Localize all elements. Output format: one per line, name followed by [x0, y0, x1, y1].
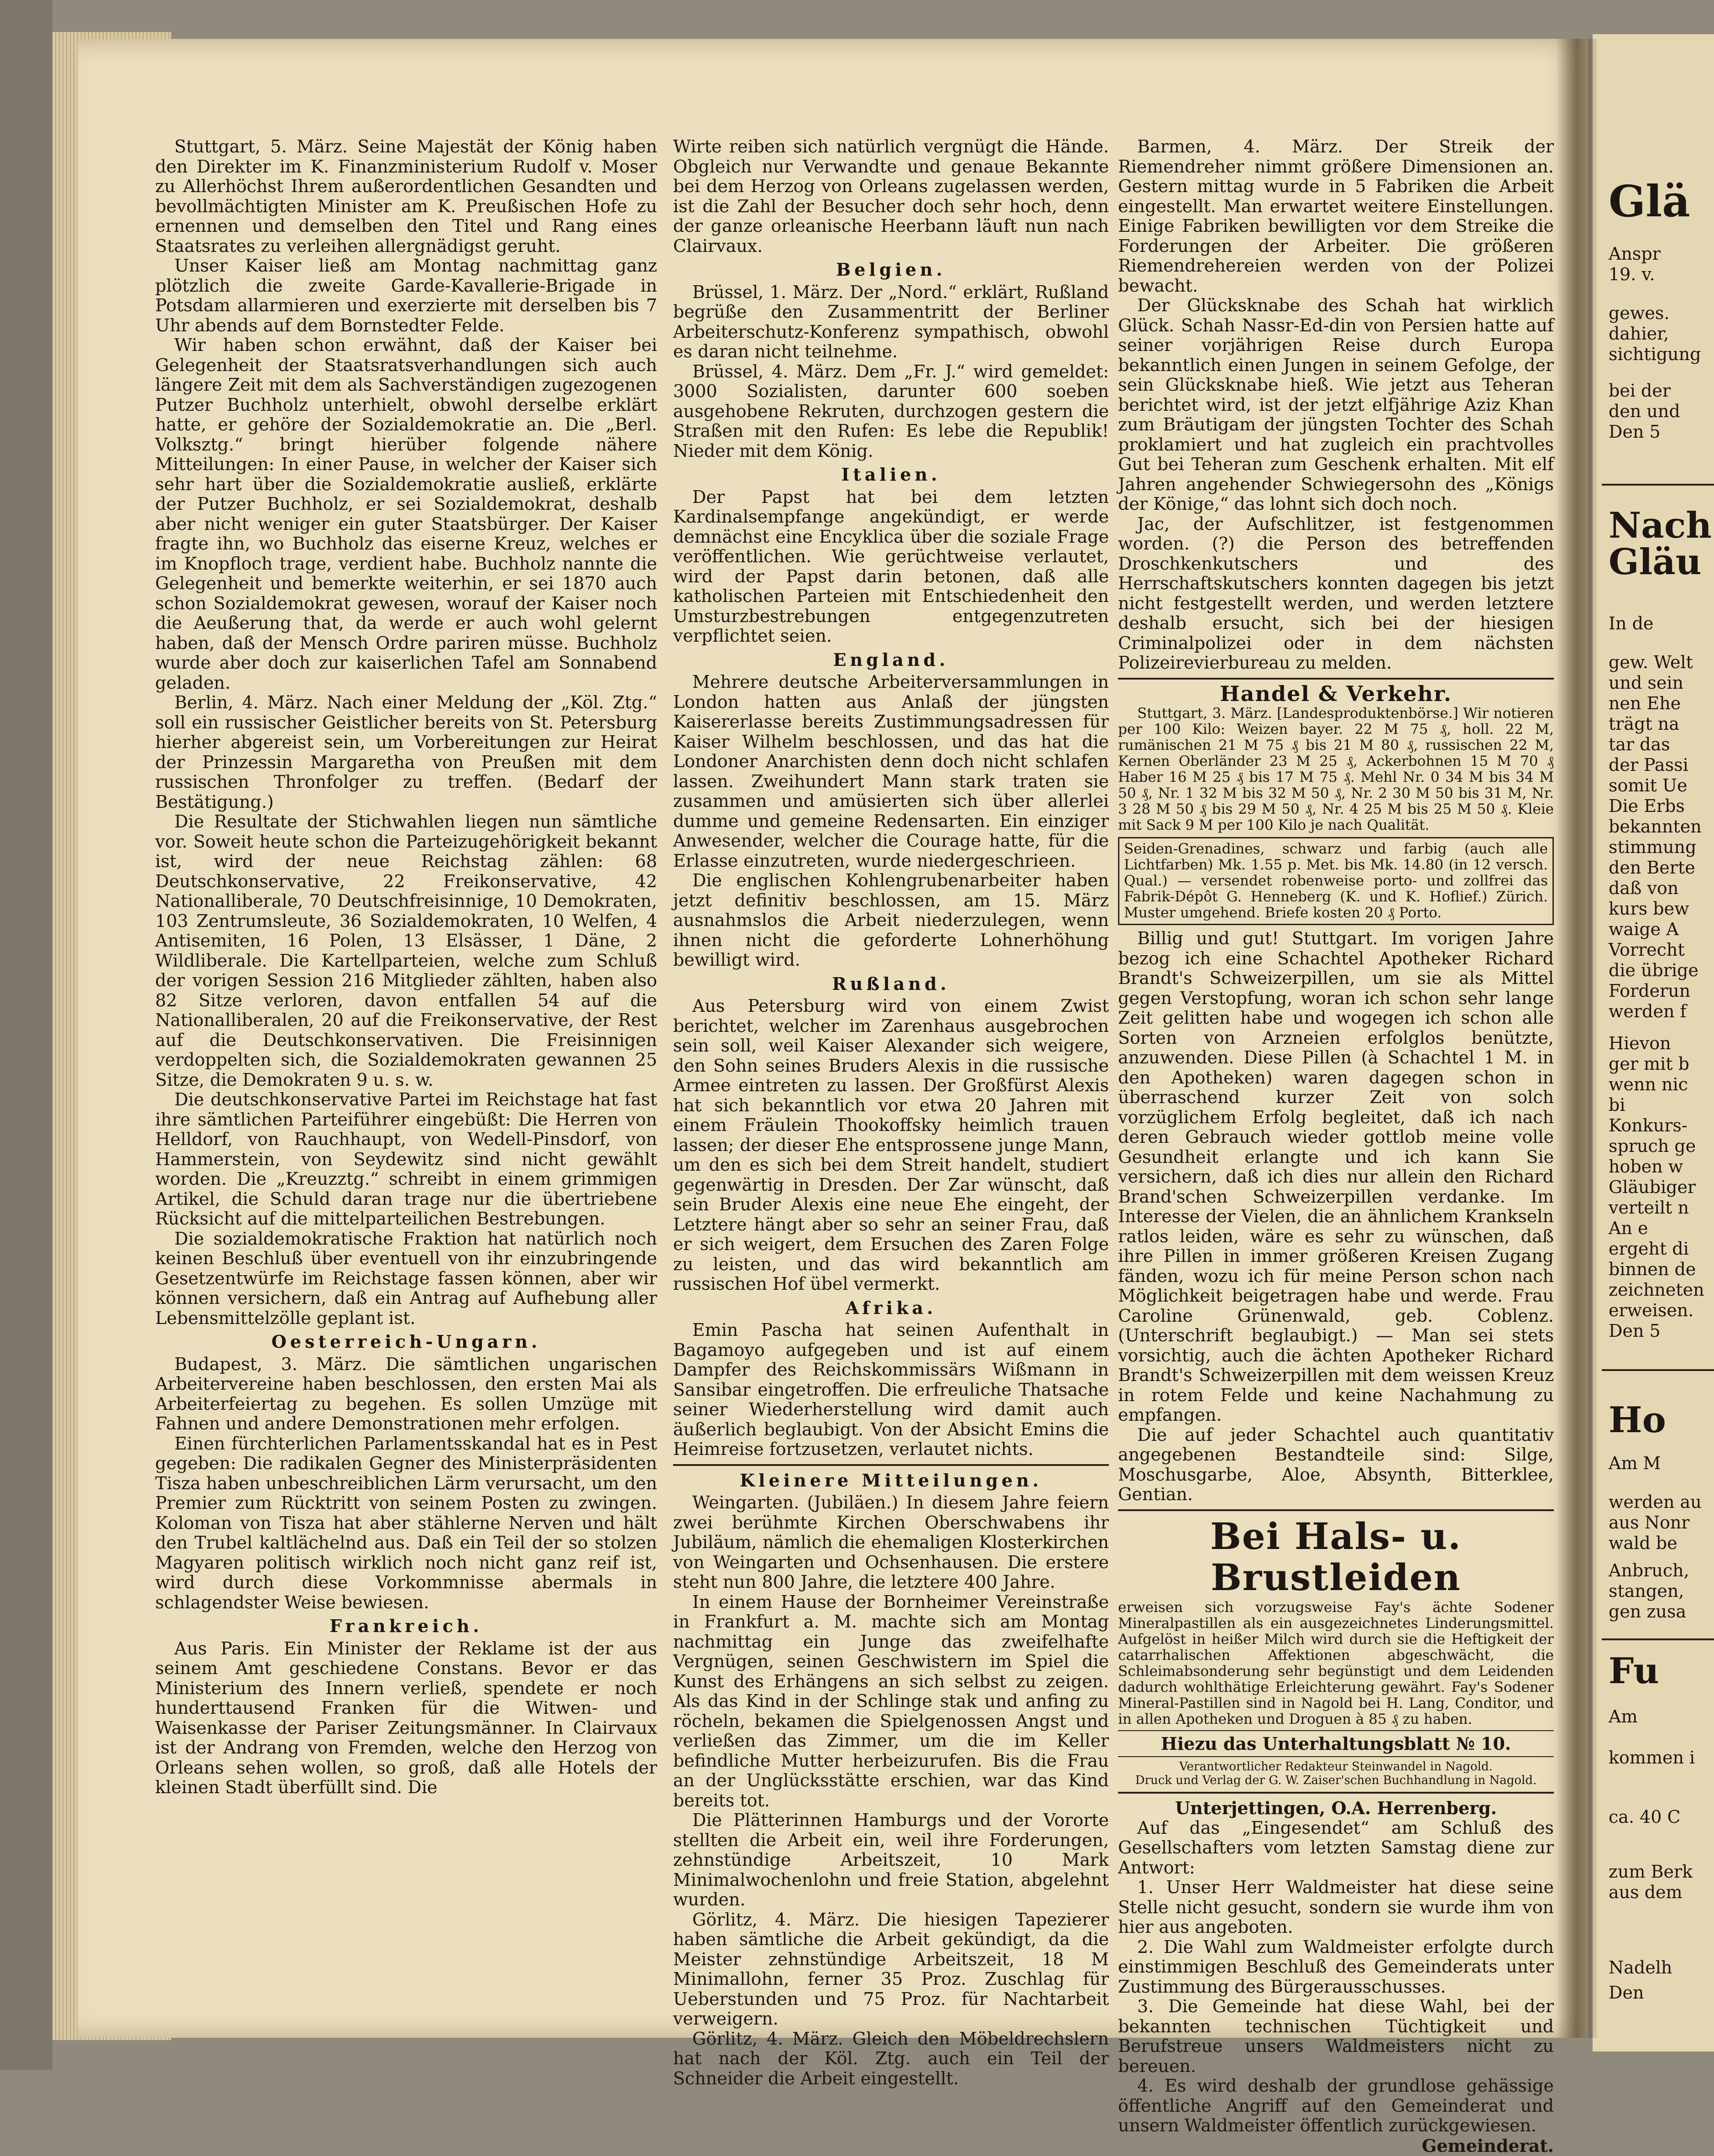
column-3 [1118, 137, 1554, 2156]
notice-point-3: 3. Die Gemeinde hat diese Wahl, bei der bekannten technischen Tüchtigkeit und Berufstreue unsers Waldmeisters nicht zu bereuen. [1118, 1996, 1554, 2076]
divider [1602, 484, 1714, 486]
facing-page-line: kurs bew [1609, 899, 1689, 919]
facing-page-line: Hievon [1609, 1033, 1671, 1053]
article-sozialdemokraten: Die sozialdemokratische Fraktion hat natürlich noch keinen Beschluß über eventuell von ihr einzubringende Gesetzentwürfe im Reichstage fassen können, aber wir können versichern, daß ein Antrag auf Aufhebung aller Lebensmittelzölle geplant ist. [155, 1228, 657, 1328]
facing-page-line: Anbruch, [1609, 1560, 1689, 1580]
facing-page-line: Den 5 [1609, 422, 1661, 442]
imprint-editor: Verantwortlicher Redakteur Steinwandel in Nagold. [1179, 1760, 1493, 1774]
facing-page-line: Den 5 [1609, 1321, 1661, 1341]
facing-page-line: spruch ge [1609, 1136, 1696, 1156]
facing-page-line: den Berte [1609, 858, 1695, 878]
notice-point-4: 4. Es wird deshalb der grundlose gehässige öffentliche Angriff auf den Gemeinderat und unsern Waldmeister öffentlich zurückgewiesen. [1118, 2076, 1554, 2135]
ad-schweizerpillen: Billig und gut! Stuttgart. Im vorigen Jahre bezog ich eine Schachtel Apotheker Richard Brandt's Schweizerpillen, um sie als Mittel gegen Verstopfung, woran ich schon sehr lange Zeit gelitten habe und wogegen ich schon alle Sorten von Arzneien erfolglos benützte, anzuwenden. Diese Pillen (à Schachtel 1 M. in den Apotheken) waren dagegen schon in überraschend kurzer Zeit von solch vorzüglichem Erfolg begleitet, daß ich nach deren Gebrauch wieder gottlob meine volle Gesundheit erlangte und ich kann Sie versichern, daß ich dies nur allein den Richard Brand'schen Schweizerpillen verdanke. Im Interesse der Vielen, die an ähnlichem Krankseln ratlos leiden, wäre es sehr zu wünschen, daß ihre Pillen in immer größeren Kreisen Zugang fänden, wozu ich für meine Person schon nach Möglichkeit beigetragen habe und werde. Frau Caroline Grünenwald, geb. Coblenz. (Unterschrift beglaubigt.) — Man sei stets vorsichtig, auch die ächten Apotheker Richard Brandt's Schweizerpillen mit dem weissen Kreuz in rotem Felde und keine Nachahmung zu empfangen. [1118, 928, 1554, 1425]
section-heading-kleinere: Kleinere Mitteilungen. [740, 1470, 1042, 1491]
facing-page-line: kommen i [1609, 1748, 1695, 1768]
article-petersburg: Aus Petersburg wird von einem Zwist berichtet, welcher im Zarenhaus ausgebrochen sein soll, weil Kaiser Alexander sich weigere, den Sohn seines Bruders Alexis in die russische Armee eintreten zu lassen. Der Großfürst Alexis hat sich bekanntlich vor etwa 20 Jahren mit einem Fräulein Thookoffsky heimlich trauen lassen; der dieser Ehe entsprossene junge Mann, um den es sich bei dem Streit handelt, studiert gegenwärtig in Dresden. Der Zar wünscht, daß sein Bruder Alexis eine neue Ehe eingeht, der Letztere hängt aber so sehr an seiner Frau, daß er sich weigert, dem Ersuchen des Zaren Folge zu leisten, und das wird bekanntlich am russischen Hof übel vermerkt. [673, 996, 1109, 1294]
article-berlin: Berlin, 4. März. Nach einer Meldung der „Köl. Ztg.“ soll ein russischer Geistlicher bereits von St. Petersburg hierher abgereist sein, um Vorbereitungen zur Heirat der Prinzessin Margaretha von Preußen mit dem russischen Thronfolger zu treffen. (Bedarf der Bestätigung.) [155, 692, 657, 812]
article-buchholz: Wir haben schon erwähnt, daß der Kaiser bei Gelegenheit der Staatsratsverhandlungen sich auch längere Zeit mit dem als Sachverständigen zugezogenen Putzer Buchholz unterhielt, obwohl derselbe erklärt hatte, er gehöre der Sozialdemokratie an. Die „Berl. Volksztg.“ bringt hierüber folgende nähere Mitteilungen: In einer Pause, in welcher der Kaiser sich sehr hart über die Sozialdemokratie ausließ, erklärte der Putzer Buchholz, er sei Sozialdemokrat, deshalb aber nicht weniger ein guter Staatsbürger. Der Kaiser fragte ihn, wo Buchholz das eiserne Kreuz, welches er im Knopfloch trage, verdient habe. Buchholz nannte die Gelegenheit und bemerkte weiterhin, er sei 1870 auch schon Sozialdemokrat gewesen, worauf der Kaiser noch die Aeußerung that, da werde er auch wohl gelernt haben, daß der Mensch Ordre pariren müsse. Buchholz wurde aber doch zur kaiserlichen Tafel am Sonnabend geladen. [155, 335, 657, 693]
notice-intro: Auf das „Eingesendet“ am Schluß des Gesellschafters vom letzten Samstag diene zur Antwort: [1118, 1817, 1554, 1878]
facing-page-line: daß von [1609, 878, 1679, 898]
divider [1118, 1756, 1554, 1757]
article-paris: Aus Paris. Ein Minister der Reklame ist der aus seinem Amt geschiedene Constans. Bevor er das Ministerium des Innern verließ, spendete er noch hunderttausend Franken für die Witwen- und Waisenkasse der Pariser Zeitungsmänner. In Clairvaux ist der Andrang von Fremden, welche den Herzog von Orleans sehen wollen, so groß, daß alle Hotels der kleinen Stadt überfüllt sind. Die [155, 1638, 657, 1797]
facing-page-line: stangen, [1609, 1581, 1684, 1601]
section-heading-handel: Handel & Verkehr. [1220, 681, 1452, 706]
market-report: Stuttgart, 3. März. [Landesproduktenbörse.] Wir notieren per 100 Kilo: Weizen bayer. 22 M 75 ₰, holl. 22 M, rumänischen 21 M 75 ₰ bis 21 M 80 ₰, russischen 22 M, Kernen Oberländer 23 M 25 ₰, Ackerbohnen 15 M 70 ₰ Haber 16 M 25 ₰ bis 17 M 75 ₰. Mehl Nr. 0 34 M bis 34 M 50 ₰, Nr. 1 32 M bis 32 M 50 ₰, Nr. 2 30 M 50 bis 31 M, Nr. 3 28 M 50 ₰ bis 29 M 50 ₰, Nr. 4 25 M bis 25 M 50 ₰. Kleie mit Sack 9 M per 100 Kilo je nach Qualität. [1118, 705, 1554, 833]
notice-point-1: 1. Unser Herr Waldmeister hat diese seine Stelle nicht gesucht, sondern sie wurde ihm von hier aus angeboten. [1118, 1877, 1554, 1937]
ad-text-halsleiden: erweisen sich vorzugsweise Fay's ächte Sodener Mineralpastillen als ein ausgezeichnetes Linderungsmittel. Aufgelöst in heißer Milch wird durch sie die Heftigkeit der catarrhalischen Affektionen abgeschwächt, die Schleimabsonderung sehr begünstigt und dem Leidenden dadurch wohlthätige Erleichterung gewährt. Fay's Sodener Mineral-Pastillen sind in Nagold bei H. Lang, Conditor, und in allen Apotheken und Droguen à 85 ₰ zu haben. [1118, 1599, 1554, 1727]
facing-page-line: nen Ehe [1609, 693, 1681, 713]
facing-page-line: die übrige [1609, 960, 1698, 980]
article-bruessel-1: Brüssel, 1. März. Der „Nord.“ erklärt, Rußland begrüße den Zusammentritt der Berliner Arbeiterschutz-Konferenz sympathisch, obwohl es daran nicht teilnehme. [673, 282, 1109, 361]
article-plaetterinnen: Die Plätterinnen Hamburgs und der Vororte stellten die Arbeit ein, weil ihre Forderungen, zehnstündige Arbeitszeit, 10 Mark Minimalwochenlohn und freie Station, abgelehnt wurden. [673, 1810, 1109, 1910]
column-1 [155, 137, 657, 1798]
divider [673, 1464, 1109, 1466]
notice-signature: Gemeinderat. [1421, 2135, 1554, 2156]
facing-page-line: hoben w [1609, 1156, 1683, 1177]
facing-page-line: gew. Welt [1609, 652, 1693, 672]
facing-page-line: Am M [1609, 1453, 1661, 1473]
facing-page-line: Nadelh [1609, 1957, 1672, 1978]
facing-page-line: werden au [1609, 1492, 1702, 1512]
facing-page-line: waige A [1609, 919, 1679, 939]
facing-page-line: verteilt n [1609, 1198, 1689, 1218]
facing-page-line: wenn nic [1609, 1074, 1688, 1094]
facing-page-line: Anspr [1609, 244, 1661, 264]
facing-page-line: den und [1609, 401, 1680, 421]
article-kohlengruben: Die englischen Kohlengrubenarbeiter haben jetzt definitiv beschlossen, am 15. März ausnahmslos die Arbeit niederzulegen, wenn ihnen nicht die geforderte Lohnerhöhung bewilligt wird. [673, 870, 1109, 970]
facing-page-line: Vorrecht [1609, 940, 1685, 960]
facing-page-line: In de [1609, 613, 1654, 633]
facing-page-line: Am [1609, 1706, 1638, 1727]
supplement-note: Hiezu das Unterhaltungsblatt № 10. [1160, 1733, 1511, 1754]
facing-page-line: Den [1609, 1983, 1644, 2003]
article-aufschlitzer: Jac, der Aufschlitzer, ist festgenommen worden. (?) die Person des betreffenden Droschkenkutschers und des Herrschaftskutschers konnten dagegen bis jetzt nicht festgestellt werden, und werden letztere deshalb ersucht, sich bei der hiesigen Criminalpolizei oder in dem nächsten Polizeirevierbureau zu melden. [1118, 513, 1554, 673]
divider [1118, 1730, 1554, 1731]
section-heading-belgien: Belgien. [836, 259, 946, 280]
facing-page-line: bei der [1609, 381, 1671, 401]
facing-page-line: An e [1609, 1218, 1648, 1238]
section-heading-frankreich: Frankreich. [329, 1616, 483, 1636]
article-kaiser-alarm: Unser Kaiser ließ am Montag nachmittag ganz plötzlich die zweite Garde-Kavallerie-Brigade in Potsdam allarmieren und exerzierte mit derselben bis 7 Uhr abends auf dem Bornstedter Felde. [155, 256, 657, 335]
imprint-publisher: Druck und Verlag der G. W. Zaiser'schen Buchhandlung in Nagold. [1135, 1774, 1537, 1787]
facing-page-line: tar das [1609, 734, 1670, 754]
facing-page-line: binnen de [1609, 1259, 1696, 1279]
facing-page-line: stimmung [1609, 837, 1697, 857]
facing-page-line: Die Erbs [1609, 796, 1685, 816]
facing-page-line: wald be [1609, 1533, 1677, 1553]
facing-page-line: Gläubiger [1609, 1177, 1696, 1197]
facing-page-line: werden f [1609, 1001, 1687, 1021]
section-heading-oesterreich: Oesterreich-Ungarn. [271, 1331, 541, 1352]
facing-page-line: ger mit b [1609, 1054, 1689, 1074]
article-schah: Der Glücksknabe des Schah hat wirklich Glück. Schah Nassr-Ed-din von Persien hatte auf seiner vorjährigen Reise durch Europa bekanntlich einen Jungen in seinem Gefolge, der sein Glücksknabe hieß. Wie jetzt aus Teheran berichtet wird, ist der jetzt elfjährige Aziz Khan zum Bräutigam der jüngsten Tochter des Schah proklamiert und hat zugleich ein prachtvolles Gut bei Teheran zum Geschenk erhalten. Mit elf Jahren angehender Schwiegersohn des „Königs der Könige,“ das lohnt sich doch noch. [1118, 295, 1554, 514]
facing-page-line: Forderun [1609, 981, 1691, 1001]
facing-page-line: aus Nonr [1609, 1512, 1690, 1533]
facing-page-line: Nach [1609, 505, 1712, 546]
facing-page-line: der Passi [1609, 755, 1688, 775]
facing-page-line: 19. v. [1609, 264, 1655, 284]
article-goerlitz-2: Görlitz, 4. März. Gleich den Möbeldrechslern hat nach der Köl. Ztg. auch ein Teil der Schneider die Arbeit eingestellt. [673, 2028, 1109, 2088]
article-emin-pascha: Emin Pascha hat seinen Aufenthalt in Bagamoyo aufgegeben und ist auf einem Dampfer des Reichskommissärs Wißmann in Sansibar eingetroffen. Die erfreuliche Thatsache seiner Wiederherstellung wird damit auch äußerlich beglaubigt. Von der Absicht Emins die Heimreise fortzusetzen, verlautet nichts. [673, 1320, 1109, 1459]
notice-heading-unterjettingen: Unterjettingen, O.A. Herrenberg. [1175, 1798, 1497, 1818]
facing-page-line: Gläu [1609, 541, 1702, 583]
facing-page-line: bi [1609, 1095, 1625, 1115]
article-frankfurt: In einem Hause der Bornheimer Vereinstraße in Frankfurt a. M. machte sich am Montag nachmittag ein Junge das zweifelhafte Vergnügen, seinen Geschwistern im Spiel die Kunst des Erhängens an sich selbst zu zeigen. Als das Kind in der Schlinge stak und anfing zu röcheln, bekamen die Spielgenossen Angst und verließen das Zimmer, um die im Keller befindliche Mutter herbeizurufen. Bis die Frau an der Unglücksstätte erschien, war das Kind bereits tot. [673, 1591, 1109, 1811]
facing-page-line: gen zusa [1609, 1601, 1687, 1622]
divider [1602, 1638, 1714, 1640]
facing-page-line: und sein [1609, 673, 1683, 693]
section-heading-afrika: Afrika. [845, 1297, 937, 1318]
facing-page-line: zeichneten [1609, 1280, 1704, 1300]
ad-bestandteile: Die auf jeder Schachtel auch quantitativ angegebenen Bestandteile sind: Silge, Moschusgarbe, Aloe, Absynth, Bitterklee, Gentian. [1118, 1424, 1554, 1504]
facing-page-line: aus dem [1609, 1882, 1683, 1902]
article-papst: Der Papst hat bei dem letzten Kardinalsempfange angekündigt, er werde demnächst eine Encyklica über die soziale Frage veröffentlichen. Wie gerüchtweise verlautet, wird der Papst darin betonen, daß alle katholischen Parteien mit Entschiedenheit den Umsturzbestrebungen entgegenzutreten verpflichtet seien. [673, 487, 1109, 646]
article-goerlitz-1: Görlitz, 4. März. Die hiesigen Tapezierer haben sämtliche die Arbeit gekündigt, da die Meister zehnstündige Arbeitszeit, 18 M Minimallohn, ferner 35 Proz. Zuschlag für Ueberstunden und 75 Proz. für Nachtarbeit verweigern. [673, 1909, 1109, 2029]
ad-title-halsleiden: Bei Hals- u. Brustleiden [1210, 1514, 1462, 1599]
facing-page-line: gewes. [1609, 303, 1670, 323]
facing-page-line: somit Ue [1609, 775, 1688, 795]
notice-point-2: 2. Die Wahl zum Waldmeister erfolgte durch einstimmigen Beschluß des Gemeinderats unter Zustimmung des Bürgerausschusses. [1118, 1936, 1554, 1997]
facing-page-line: sichtigung [1609, 344, 1701, 364]
article-paris-cont: Wirte reiben sich natürlich vergnügt die Hände. Obgleich nur Verwandte und genaue Bekannte bei dem Herzog von Orleans zugelassen werden, ist die Zahl der Besucher doch sehr hoch, denn der ganze orleanische Heerbann läuft nun nach Clairvaux. [673, 136, 1109, 256]
facing-page-line: erweisen. [1609, 1300, 1694, 1320]
facing-page-line: Glä [1609, 176, 1690, 227]
divider [1118, 678, 1554, 680]
facing-page-line: Konkurs- [1609, 1115, 1688, 1136]
article-budapest: Budapest, 3. März. Die sämtlichen ungarischen Arbeitervereine haben beschlossen, den ersten Mai als Arbeiterfeiertag zu begehen. Es sollen Umzüge mit Fahnen und andere Demonstrationen mehr erfolgen. [155, 1354, 657, 1434]
section-heading-england: England. [833, 649, 949, 670]
facing-page-line: bekannten [1609, 816, 1702, 837]
facing-page-line: zum Berk [1609, 1862, 1693, 1882]
column-2 [673, 137, 1109, 2088]
article-bruessel-4: Brüssel, 4. März. Dem „Fr. J.“ wird gemeldet: 3000 Sozialisten, darunter 600 soeben ausgehobene Rekruten, durchzogen gestern die Straßen mit den Rufen: Es lebe die Republik! Nieder mit dem König. [673, 361, 1109, 461]
book-binding [0, 0, 52, 2070]
facing-page-line: dahier, [1609, 324, 1669, 344]
article-parlamentsskandal: Einen fürchterlichen Parlamentsskandal hat es in Pest gegeben: Die radikalen Gegner des Ministerpräsidenten Tisza haben unbeschreiblichen Lärm verursacht, um den Premier zum Rücktritt von seinem Posten zu zwingen. Koloman von Tisza hat aber stählerne Nerven und hält den Trubel kaltlächelnd aus. Daß ein Teil der so stolzen Magyaren politisch wirklich noch nicht ganz reif ist, wird durch diese Vorkommnisse abermals in schlagendster Weise bewiesen. [155, 1433, 657, 1612]
facing-page-line: trägt na [1609, 714, 1679, 734]
facing-page-line: Fu [1609, 1650, 1659, 1692]
article-barmen: Barmen, 4. März. Der Streik der Riemendreher nimmt größere Dimensionen an. Gestern mittag wurde in 5 Fabriken die Arbeit eingestellt. Man erwartet weitere Einstellungen. Einige Fabriken bewilligten vor dem Streike die Forderungen der Arbeiter. Die größeren Riemendrehereien werden von der Polizei bewacht. [1118, 136, 1554, 296]
facing-page-line: Ho [1609, 1399, 1666, 1441]
facing-page-line: ca. 40 C [1609, 1807, 1681, 1827]
ad-seiden-grenadines: Seiden-Grenadines, schwarz und farbig (auch alle Lichtfarben) Mk. 1.55 p. Met. bis Mk. 14.80 (in 12 versch. Qual.) — versendet robenweise porto- und zollfrei das Fabrik-Dépôt G. Henneberg (K. und K. Hoflief.) Zürich. Muster umgehend. Briefe kosten 20 ₰ Porto. [1118, 837, 1554, 925]
section-heading-russland: Rußland. [832, 973, 950, 994]
article-deutschkonservative: Die deutschkonservative Partei im Reichstage hat fast ihre sämtlichen Parteiführer eingebüßt: Die Herren von Helldorf, von Rauchhaupt, von Wedell-Pinsdorf, von Hammerstein, von Seydewitz sind nicht gewählt worden. Die „Kreuzztg.“ schreibt in einem grimmigen Artikel, die Schuld daran trage nur die übertriebene Rücksicht auf die mittelparteilichen Bestrebungen. [155, 1089, 657, 1229]
article-stichwahlen: Die Resultate der Stichwahlen liegen nun sämtliche vor. Soweit heute schon die Parteizugehörigkeit bekannt ist, wird der neue Reichstag zählen: 68 Deutschkonservative, 22 Freikonservative, 42 Nationalliberale, 70 Deutschfreisinnige, 10 Demokraten, 103 Zentrumsleute, 36 Sozialdemokraten, 10 Welfen, 4 Antisemiten, 16 Polen, 13 Elsässer, 1 Däne, 2 Wildliberale. Die Kartellparteien, welche zum Schluß der vorigen Session 216 Mitglieder zählten, haben also 82 Sitze verloren, davon entfallen 54 auf die Nationalliberalen, 20 auf die Freikonservative, der Rest auf die Deutschkonservativen. Die Freisinnigen verdoppelten sich, die Sozialdemokraten gewannen 25 Sitze, die Demokraten 9 u. s. w. [155, 811, 657, 1090]
divider [1118, 1792, 1554, 1794]
page-gutter-shadow [1556, 39, 1597, 2038]
divider [1602, 1369, 1714, 1371]
facing-page-line: ergeht di [1609, 1239, 1689, 1259]
article-stuttgart: Stuttgart, 5. März. Seine Majestät der König haben den Direkter im K. Finanzministerium Rudolf v. Moser zu Allerhöchst Ihrem außerordentlichen Gesandten und bevollmächtigten Minister am K. Preußischen Hofe zu ernennen und demselben den Titel und Rang eines Staatsrates zu verleihen allergnädigst geruht. [155, 136, 657, 256]
divider [1118, 1509, 1554, 1511]
section-heading-italien: Italien. [841, 464, 941, 485]
article-weingarten: Weingarten. (Jubiläen.) In diesem Jahre feiern zwei berühmte Kirchen Oberschwabens ihr Jubiläum, nämlich die ehemaligen Klosterkirchen von Weingarten und Ochsenhausen. Die erstere steht nun 800 Jahre, die letztere 400 Jahre. [673, 1492, 1109, 1592]
article-london: Mehrere deutsche Arbeiterversammlungen in London hatten aus Anlaß der jüngsten Kaisererlasse bereits Zustimmungsadressen für Kaiser Wilhelm beschlossen, und das hat die Londoner Anarchisten denn doch nicht schlafen lassen. Zweihundert Mann stark traten sie zusammen und amüsierten sich über allerlei dumme und gemeine Redensarten. Ein einziger Anwesender, welcher die Courage hatte, für die Erlasse einzutreten, wurde niedergeschrieen. [673, 672, 1109, 871]
